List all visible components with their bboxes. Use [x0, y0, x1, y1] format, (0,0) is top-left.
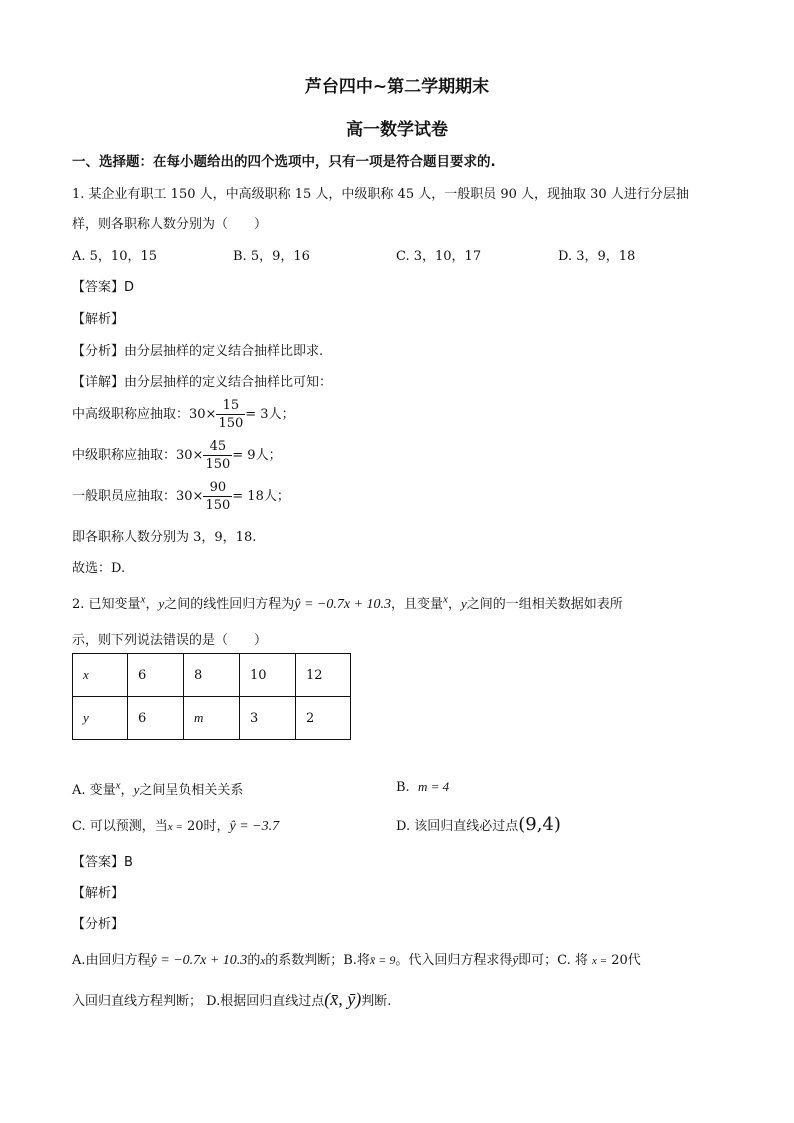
fraction-denominator: 150 — [205, 498, 231, 513]
table-cell: 2 — [296, 697, 351, 740]
fraction-denominator: 150 — [218, 416, 244, 431]
table-cell: m — [184, 697, 240, 740]
option-equation: m = 4 — [417, 779, 450, 794]
var-x: x — [140, 593, 146, 606]
fenxi-text: 的 — [247, 953, 261, 968]
q1-calc-row-3 — [72, 479, 290, 514]
fenxi-text: 即可；C. 将 — [518, 953, 588, 968]
option-equation: x = — [167, 821, 183, 833]
fraction-numerator: 15 — [216, 397, 245, 415]
q2-option-c — [72, 815, 279, 835]
q2-option-d — [396, 814, 561, 835]
q1-stem-line1: 1. 某企业有职工 150 人，中高级职称 15 人，中级职称 45 人，一般职员 90 人，现抽取 30 人进行分层抽 — [72, 187, 689, 202]
page-subtitle: 高一数学试卷 — [346, 120, 448, 140]
table-row — [73, 697, 351, 740]
var-x: x — [260, 955, 266, 967]
calc-mult: 30× — [189, 407, 217, 422]
calc-label: 中级职称应抽取： — [72, 448, 177, 463]
x-bar-equation: x̄ = 9 — [369, 953, 396, 967]
comma: ， — [447, 597, 461, 612]
var-y: y — [460, 596, 467, 611]
fraction-numerator: 90 — [203, 479, 232, 497]
calc-mult: 30× — [176, 489, 204, 504]
y-bar: ȳ — [512, 952, 519, 967]
fraction — [203, 438, 232, 473]
fenxi-text: 的系数判断；B.将 — [265, 953, 370, 968]
q1-option-c: C. 3，10，17 — [396, 249, 482, 264]
fenxi-text: 20代 — [611, 953, 641, 968]
q1-option-a: A. 5，10，15 — [72, 249, 158, 264]
option-text: B. — [396, 780, 410, 795]
var-y: y — [158, 596, 165, 611]
comma: ， — [120, 783, 134, 798]
option-equation: ŷ = −3.7 — [229, 819, 280, 834]
q1-conclusion: 即各职称人数分别为 3，9，18. — [72, 530, 257, 545]
q2-option-b — [396, 779, 449, 795]
calc-mult: 30× — [176, 448, 204, 463]
fraction-denominator: 150 — [205, 457, 231, 472]
q2-stem-line2: 示，则下列说法错误的是（ ） — [72, 633, 268, 648]
regression-equation: ŷ = −0.7x + 10.3 — [294, 597, 392, 612]
comma: ， — [145, 597, 159, 612]
q2-stem-line1 — [72, 593, 623, 613]
q1-fenxi: 【分析】由分层抽样的定义结合抽样比即求. — [72, 344, 324, 359]
q2-fenxi-line1 — [72, 949, 641, 969]
x-equation: x = — [592, 955, 608, 967]
regression-equation: ŷ = −0.7x + 10.3 — [150, 953, 248, 968]
option-point: (9,4) — [518, 814, 561, 835]
var-y: y — [133, 782, 140, 797]
calc-label: 一般职员应抽取： — [72, 489, 177, 504]
q2-stem-text: ，且变量 — [391, 597, 444, 612]
fenxi-text: 。代入回归方程求得 — [395, 953, 513, 968]
q1-xiangjie: 【详解】由分层抽样的定义结合抽样比可知： — [72, 375, 333, 390]
q2-fenxi-line2 — [72, 989, 391, 1010]
table-cell: 6 — [128, 654, 184, 697]
q1-calc-row-1 — [72, 397, 295, 432]
table-cell: 12 — [296, 654, 351, 697]
option-text: D. 该回归直线必过点 — [396, 819, 519, 834]
option-text: C. 可以预测，当 — [72, 819, 168, 834]
q1-stem-line2: 样，则各职称人数分别为（ ） — [72, 217, 268, 232]
calc-label: 中高级职称应抽取： — [72, 407, 190, 422]
page-title: 芦台四中~第二学期期末 — [304, 77, 490, 97]
option-text: A. 变量 — [72, 783, 116, 798]
q1-option-d: D. 3，9，18 — [558, 249, 636, 264]
q2-stem-text: 之间的线性回归方程为 — [164, 597, 295, 612]
table-row — [73, 654, 351, 697]
calc-result: = 18人； — [232, 489, 290, 504]
calc-result: = 3人； — [245, 407, 295, 422]
section-heading: 一、选择题：在每小题给出的四个选项中，只有一项是符合题目要求的. — [72, 154, 496, 170]
fraction — [216, 397, 245, 432]
q1-option-b: B. 5，9，16 — [233, 249, 310, 264]
q2-analysis-label: 【解析】 — [72, 886, 125, 901]
var-x: x — [115, 779, 121, 792]
fraction-numerator: 45 — [203, 438, 232, 456]
mean-point: (x̄, ȳ) — [324, 989, 362, 1009]
data-table — [72, 653, 351, 740]
table-cell: 10 — [240, 654, 296, 697]
q1-answer: 【答案】D — [72, 280, 135, 295]
q2-fenxi-label: 【分析】 — [72, 917, 125, 932]
q1-analysis-label: 【解析】 — [72, 312, 125, 327]
fenxi-text: 入回归直线方程判断； D.根据回归直线过点 — [72, 994, 325, 1009]
option-text: 之间呈负相关关系 — [139, 783, 244, 798]
table-cell: 6 — [128, 697, 184, 740]
q2-stem-text: 之间的一组相关数据如表所 — [466, 597, 623, 612]
table-cell: x — [73, 654, 128, 697]
table-cell: 8 — [184, 654, 240, 697]
var-x: x — [443, 593, 448, 606]
table-cell: y — [73, 697, 128, 740]
table-cell: 3 — [240, 697, 296, 740]
q1-calc-row-2 — [72, 438, 282, 473]
q2-answer: 【答案】B — [72, 855, 133, 870]
fenxi-text: A.由回归方程 — [72, 953, 151, 968]
q1-choose: 故选：D. — [72, 561, 126, 576]
calc-result: = 9人； — [232, 448, 282, 463]
q2-option-a — [72, 779, 243, 798]
q2-stem-text: 2. 已知变量 — [72, 597, 141, 612]
option-text: 20时， — [186, 819, 230, 834]
fraction — [203, 479, 232, 514]
fenxi-text: 判断. — [361, 994, 392, 1009]
